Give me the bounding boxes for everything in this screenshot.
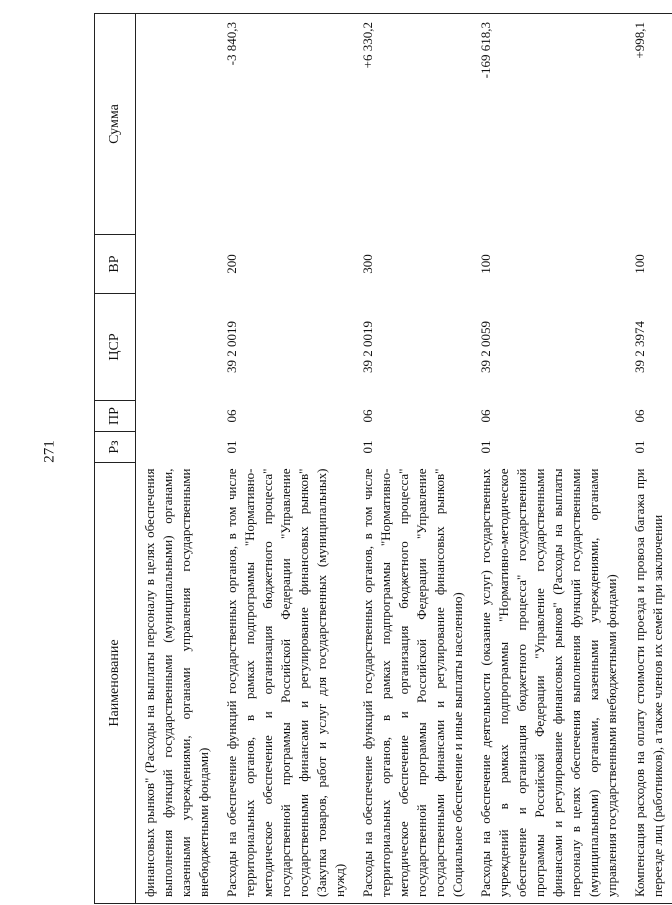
table-row [472, 14, 626, 904]
row-pr: 06 [632, 409, 647, 423]
row-sum [136, 14, 219, 235]
row-csr: 39 2 0019 [224, 321, 239, 373]
row-vr [136, 235, 219, 294]
row-vr: 100 [478, 254, 493, 274]
table-row [136, 14, 219, 904]
row-csr [136, 294, 219, 401]
header-rz: Рз [95, 432, 136, 463]
page-number: 271 [41, 440, 58, 463]
row-rz: 01 [478, 440, 493, 454]
row-csr: 39 2 0059 [478, 321, 493, 373]
row-sum: +998,1 [626, 14, 672, 235]
row-rz: 01 [632, 440, 647, 454]
row-pr: 06 [360, 409, 375, 423]
row-name: Расходы на обеспечение функций государственных органов, в том числе территориальных органов, в рамках подпрограммы "Нормативно-методическое обеспечение и организация бюджетного процесса" государственной программы Российской Федерации "Управление государственными финансами и регулирование финансовых рынков" (Социальное обеспечение и иные выплаты населению) [354, 463, 472, 904]
row-rz: 01 [360, 440, 375, 454]
budget-table [94, 13, 672, 904]
row-sum: -3 840,3 [218, 14, 354, 235]
row-name: Расходы на обеспечение деятельности (оказание услуг) государственных учреждений в рамках подпрограммы "Нормативно-методическое обеспечение и организация бюджетного процесса" государственной программы Российской Федерации "Управление государственными финансами и регулирование финансовых рынков" (Расходы на выплаты персоналу в целях обеспечения выполнения функций государственными (муниципальными) органами, казенными учреждениями, органами управления государственными внебюджетными фондами) [472, 463, 626, 904]
row-rz: 01 [224, 440, 239, 454]
header-sum: Сумма [95, 14, 136, 235]
row-pr: 06 [478, 409, 493, 423]
row-pr: 06 [224, 409, 239, 423]
table-header-row [95, 14, 136, 904]
row-sum: -169 618,3 [472, 14, 626, 235]
row-name: Компенсация расходов на оплату стоимости проезда и провоза багажа при переезде лиц (работников), а также членов их семей при заключении [626, 463, 672, 904]
row-vr: 200 [224, 254, 239, 274]
header-pr: ПР [95, 401, 136, 432]
table-row [218, 14, 354, 904]
header-name: Наименование [95, 463, 136, 904]
row-rz [136, 432, 219, 463]
row-name: финансовых рынков" (Расходы на выплаты персоналу в целях обеспечения выполнения функций государственными (муниципальными) органами, казенными учреждениями, органами управления государственными внебюджетными фондами) [136, 463, 219, 904]
header-vr: ВР [95, 235, 136, 294]
table-row [626, 14, 672, 904]
header-csr: ЦСР [95, 294, 136, 401]
row-vr: 300 [360, 254, 375, 274]
rotated-page-content [94, 22, 665, 904]
row-name: Расходы на обеспечение функций государственных органов, в том числе территориальных органов, в рамках подпрограммы "Нормативно-методическое обеспечение и организация бюджетного процесса" государственной программы Российской Федерации "Управление государственными финансами и регулирование финансовых рынков" (Закупка товаров, работ и услуг для государственных (муниципальных) нужд) [218, 463, 354, 904]
row-sum: +6 330,2 [354, 14, 472, 235]
table-row [354, 14, 472, 904]
row-csr: 39 2 0019 [360, 321, 375, 373]
row-csr: 39 2 3974 [632, 321, 647, 373]
row-vr: 100 [632, 254, 647, 274]
row-pr [136, 401, 219, 432]
